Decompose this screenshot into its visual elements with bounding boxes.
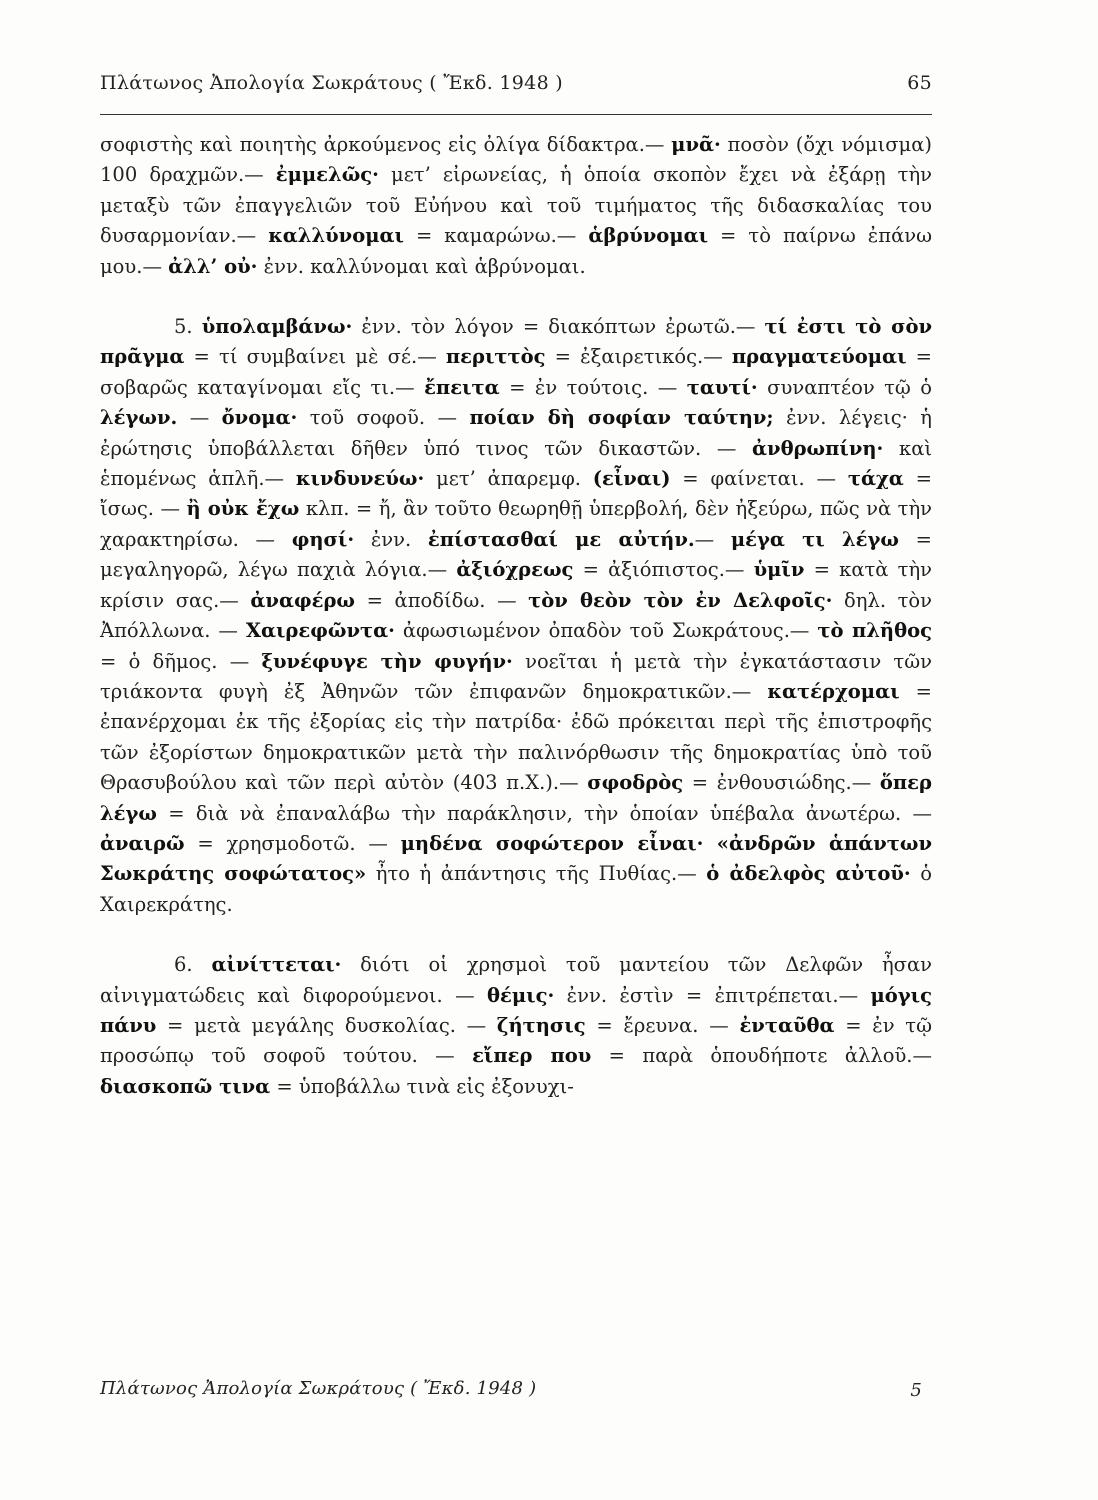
gloss-text: τοῦ σοφοῦ. — [297, 406, 470, 430]
gloss-text: = ἐξαιρετικός.— [545, 345, 732, 369]
running-title: Πλάτωνος Ἀπολογία Σωκράτους ( Ἔκδ. 1948 ) [100, 72, 564, 94]
gloss-text: = χρησμοδοτῶ. — [184, 831, 401, 855]
footer-running-title: Πλάτωνος Ἀπολογία Σωκράτους ( Ἔκδ. 1948 ) [100, 1378, 537, 1399]
lemma-term: ἀξιόχρεως [456, 558, 574, 582]
lemma-term: ὅπερ λέγω [100, 771, 932, 825]
lemma-term: ἀναφέρω [250, 588, 355, 612]
lemma-term: Χαιρεφῶντα· [245, 619, 395, 643]
gloss-text: = ἀποδίδω. — [354, 588, 529, 612]
gloss-text: = ἐπανέρχομαι ἐκ τῆς ἐξορίας εἰς τὴν πατρίδα· ἐδῶ πρόκειται περὶ τῆς ἐπιστροφῆς τῶν ἐξορίστων δημοκρατικῶν μετὰ τὴν παλινόρθωσιν τῆς δημοκρατίας ὑπὸ τοῦ Θρασυβούλου καὶ τῶν περὶ αὐτὸν (403 π.Χ.).— [100, 679, 932, 795]
lemma-term: περιττὸς [445, 345, 546, 369]
commentary-body [100, 130, 932, 1102]
lemma-term: θέμις· [487, 983, 555, 1007]
lemma-term: ξυνέφυγε τὴν φυγήν· [261, 649, 513, 673]
lemma-term: τὸ πλῆθος [817, 619, 932, 643]
gloss-text: νοεῖται ἡ μετὰ τὴν ἐγκατάστασιν τῶν τριάκοντα φυγὴ ἐξ Ἀθηνῶν τῶν ἐπιφανῶν δημοκρατικῶν.— [100, 649, 932, 703]
page-footer [100, 1378, 932, 1399]
lemma-term: λέγων. [100, 406, 178, 430]
gloss-text: συναπτέον τῷ ὁ [757, 375, 933, 399]
gloss-text: διότι οἱ χρησμοὶ τοῦ μαντείου τῶν Δελφῶν ἦσαν αἰνιγματώδεις καὶ διφορούμενοι. — [100, 953, 932, 1007]
gloss-text: = ἀξιόπιστος.— [573, 558, 754, 582]
gloss-text: = ἐν τῷ προσώπῳ τοῦ σοφοῦ τούτου. — [100, 1013, 932, 1068]
gloss-text: σοφιστὴς καὶ ποιητὴς ἀρκούμενος εἰς ὀλίγα δίδακτρα.— [100, 133, 672, 156]
lemma-term: μηδένα σοφώτερον εἶναι· «ἀνδρῶν ἁπάντων Σωκράτης σοφώτατος» [100, 831, 932, 886]
gloss-text: = ὑποβάλλω τινὰ εἰς ἐξονυχι- [270, 1074, 574, 1098]
gloss-text: ἦτο ἡ ἀπάντησις τῆς Πυθίας.— [366, 862, 707, 886]
gloss-text: μετ’ ἀπαρεμφ. [424, 467, 593, 491]
paragraph-gap [100, 920, 932, 950]
lemma-term: ταυτί· [686, 375, 758, 399]
lemma-term: ἐπίστασθαί με αὐτήν. [427, 527, 695, 551]
gloss-text: = σοβαρῶς καταγίνομαι εἴς τι.— [100, 345, 932, 399]
gloss-text: = ἔρευνα. — [585, 1013, 740, 1037]
gloss-text: δηλ. τὸν Ἀπόλλωνα. — [100, 588, 932, 643]
commentary-paragraph-6 [100, 950, 932, 1102]
lemma-term: μόγις πάνυ [100, 983, 932, 1037]
lemma-term: ἢ οὐκ ἔχω [186, 497, 300, 521]
gloss-text: κλπ. = ἤ, ἂν τοῦτο θεωρηθῇ ὑπερβολή, δὲν ἠξεύρω, πῶς νὰ τὴν χαρακτηρίσω. — [100, 497, 933, 551]
lemma-term: ἀναιρῶ [100, 831, 185, 855]
lemma-term: ἀλλ’ οὐ· [168, 254, 258, 278]
lemma-term: κινδυνεύω· [295, 467, 425, 491]
gloss-text: = μετὰ μεγάλης δυσκολίας. — [156, 1013, 497, 1037]
gloss-text: 5. [174, 315, 202, 339]
lemma-term: σφοδρὸς [587, 771, 684, 795]
gloss-text: = παρὰ ὁπουδήποτε ἀλλοῦ.— [591, 1044, 932, 1068]
paragraph-gap [100, 282, 932, 312]
lemma-term: ὑμῖν [753, 558, 805, 582]
lemma-term: τί ἐστι τὸ σὸν πρᾶγμα [100, 315, 932, 369]
lemma-term: (εἶναι) [592, 467, 671, 491]
gloss-text: = ὁ δῆμος. — [100, 649, 262, 673]
gloss-text: — [177, 406, 222, 430]
signature-mark: 5 [910, 1380, 922, 1401]
lemma-term: ὄνομα· [221, 406, 298, 430]
gloss-text: = τί συμβαίνει μὲ σέ.— [184, 345, 446, 369]
lemma-term: πραγματεύομαι [731, 345, 907, 369]
gloss-text: = φαίνεται. — [670, 467, 848, 491]
lemma-term: ἁβρύνομαι [588, 224, 709, 248]
lemma-term: αἰνίττεται· [211, 953, 342, 977]
lemma-term: μέγα τι λέγω [730, 527, 899, 551]
lemma-term: ἔπειτα [424, 375, 500, 399]
lemma-term: ἀνθρωπίνη· [752, 436, 884, 460]
gloss-text: — [694, 527, 731, 551]
gloss-text: = διὰ νὰ ἐπαναλάβω τὴν παράκλησιν, τὴν ὁποίαν ὑπέβαλα ἀνωτέρω. — [156, 801, 932, 825]
gloss-text: = τὸ παίρνω ἐπάνω μου.— [100, 224, 933, 278]
gloss-text: καὶ ἑπομένως ἁπλῆ.— [100, 436, 933, 491]
lemma-term: καλλύνομαι [268, 224, 404, 248]
page-number: 65 [907, 72, 932, 94]
lemma-term: τὸν θεὸν τὸν ἐν Δελφοῖς· [528, 588, 833, 612]
gloss-text: = ἐν τούτοις. — [499, 375, 687, 399]
page-header [100, 72, 932, 94]
gloss-text: ἐνν. ἐστὶν = ἐπιτρέπεται.— [554, 983, 871, 1007]
lemma-term: ὑπολαμβάνω· [201, 315, 353, 339]
header-rule [100, 114, 932, 115]
lemma-term: εἴπερ που [472, 1044, 592, 1068]
lemma-term: τάχα [847, 467, 904, 491]
gloss-text: = ἴσως. — [100, 467, 932, 521]
lemma-term: διασκοπῶ τινα [100, 1074, 271, 1098]
commentary-paragraph-1 [100, 130, 932, 282]
gloss-text: ἐνν. λέγεις· ἡ ἐρώτησις ὑποβάλλεται δῆθεν ὑπό τινος τῶν δικαστῶν. — [100, 406, 932, 460]
lemma-term: ζήτησις [496, 1013, 586, 1037]
gloss-text: ἐνν. [354, 527, 428, 551]
gloss-text: ὁ Χαιρεκράτης. [100, 862, 932, 916]
gloss-text: μετ’ εἰρωνείας, ἡ ὁποία σκοπὸν ἔχει νὰ ἐξάρῃ τὴν μεταξὺ τῶν ἐπαγγελιῶν τοῦ Εὐήνου καὶ τοῦ τιμήματος τῆς διδασκαλίας του δυσαρμονίαν.— [100, 163, 933, 248]
gloss-text: = μεγαληγορῶ, λέγω παχιὰ λόγια.— [100, 527, 932, 582]
gloss-text: ποσὸν (ὄχι νόμισμα) 100 δραχμῶν.— [100, 133, 932, 187]
gloss-text: ἐνν. τὸν λόγον = διακόπτων ἐρωτῶ.— [352, 315, 765, 339]
commentary-paragraph-5 [100, 312, 932, 920]
lemma-term: κατέρχομαι [767, 679, 900, 703]
lemma-term: ὁ ἀδελφὸς αὐτοῦ· [706, 862, 911, 886]
lemma-term: μνᾶ· [671, 133, 721, 156]
gloss-text: ἀφωσιωμένον ὀπαδὸν τοῦ Σωκράτους.— [394, 619, 818, 643]
gloss-text: = κατὰ τὴν κρίσιν σας.— [100, 558, 932, 612]
gloss-text: = καμαρώνω.— [403, 224, 589, 248]
lemma-term: ἐμμελῶς· [275, 163, 379, 187]
lemma-term: ἐνταῦθα [739, 1013, 835, 1037]
lemma-term: φησί· [291, 527, 355, 551]
gloss-text: ἐνν. καλλύνομαι καὶ ἁβρύνομαι. [257, 254, 586, 278]
gloss-text: 6. [174, 953, 212, 977]
gloss-text: = ἐνθουσιώδης.— [683, 771, 880, 795]
lemma-term: ποίαν δὴ σοφίαν ταύτην; [469, 406, 774, 430]
